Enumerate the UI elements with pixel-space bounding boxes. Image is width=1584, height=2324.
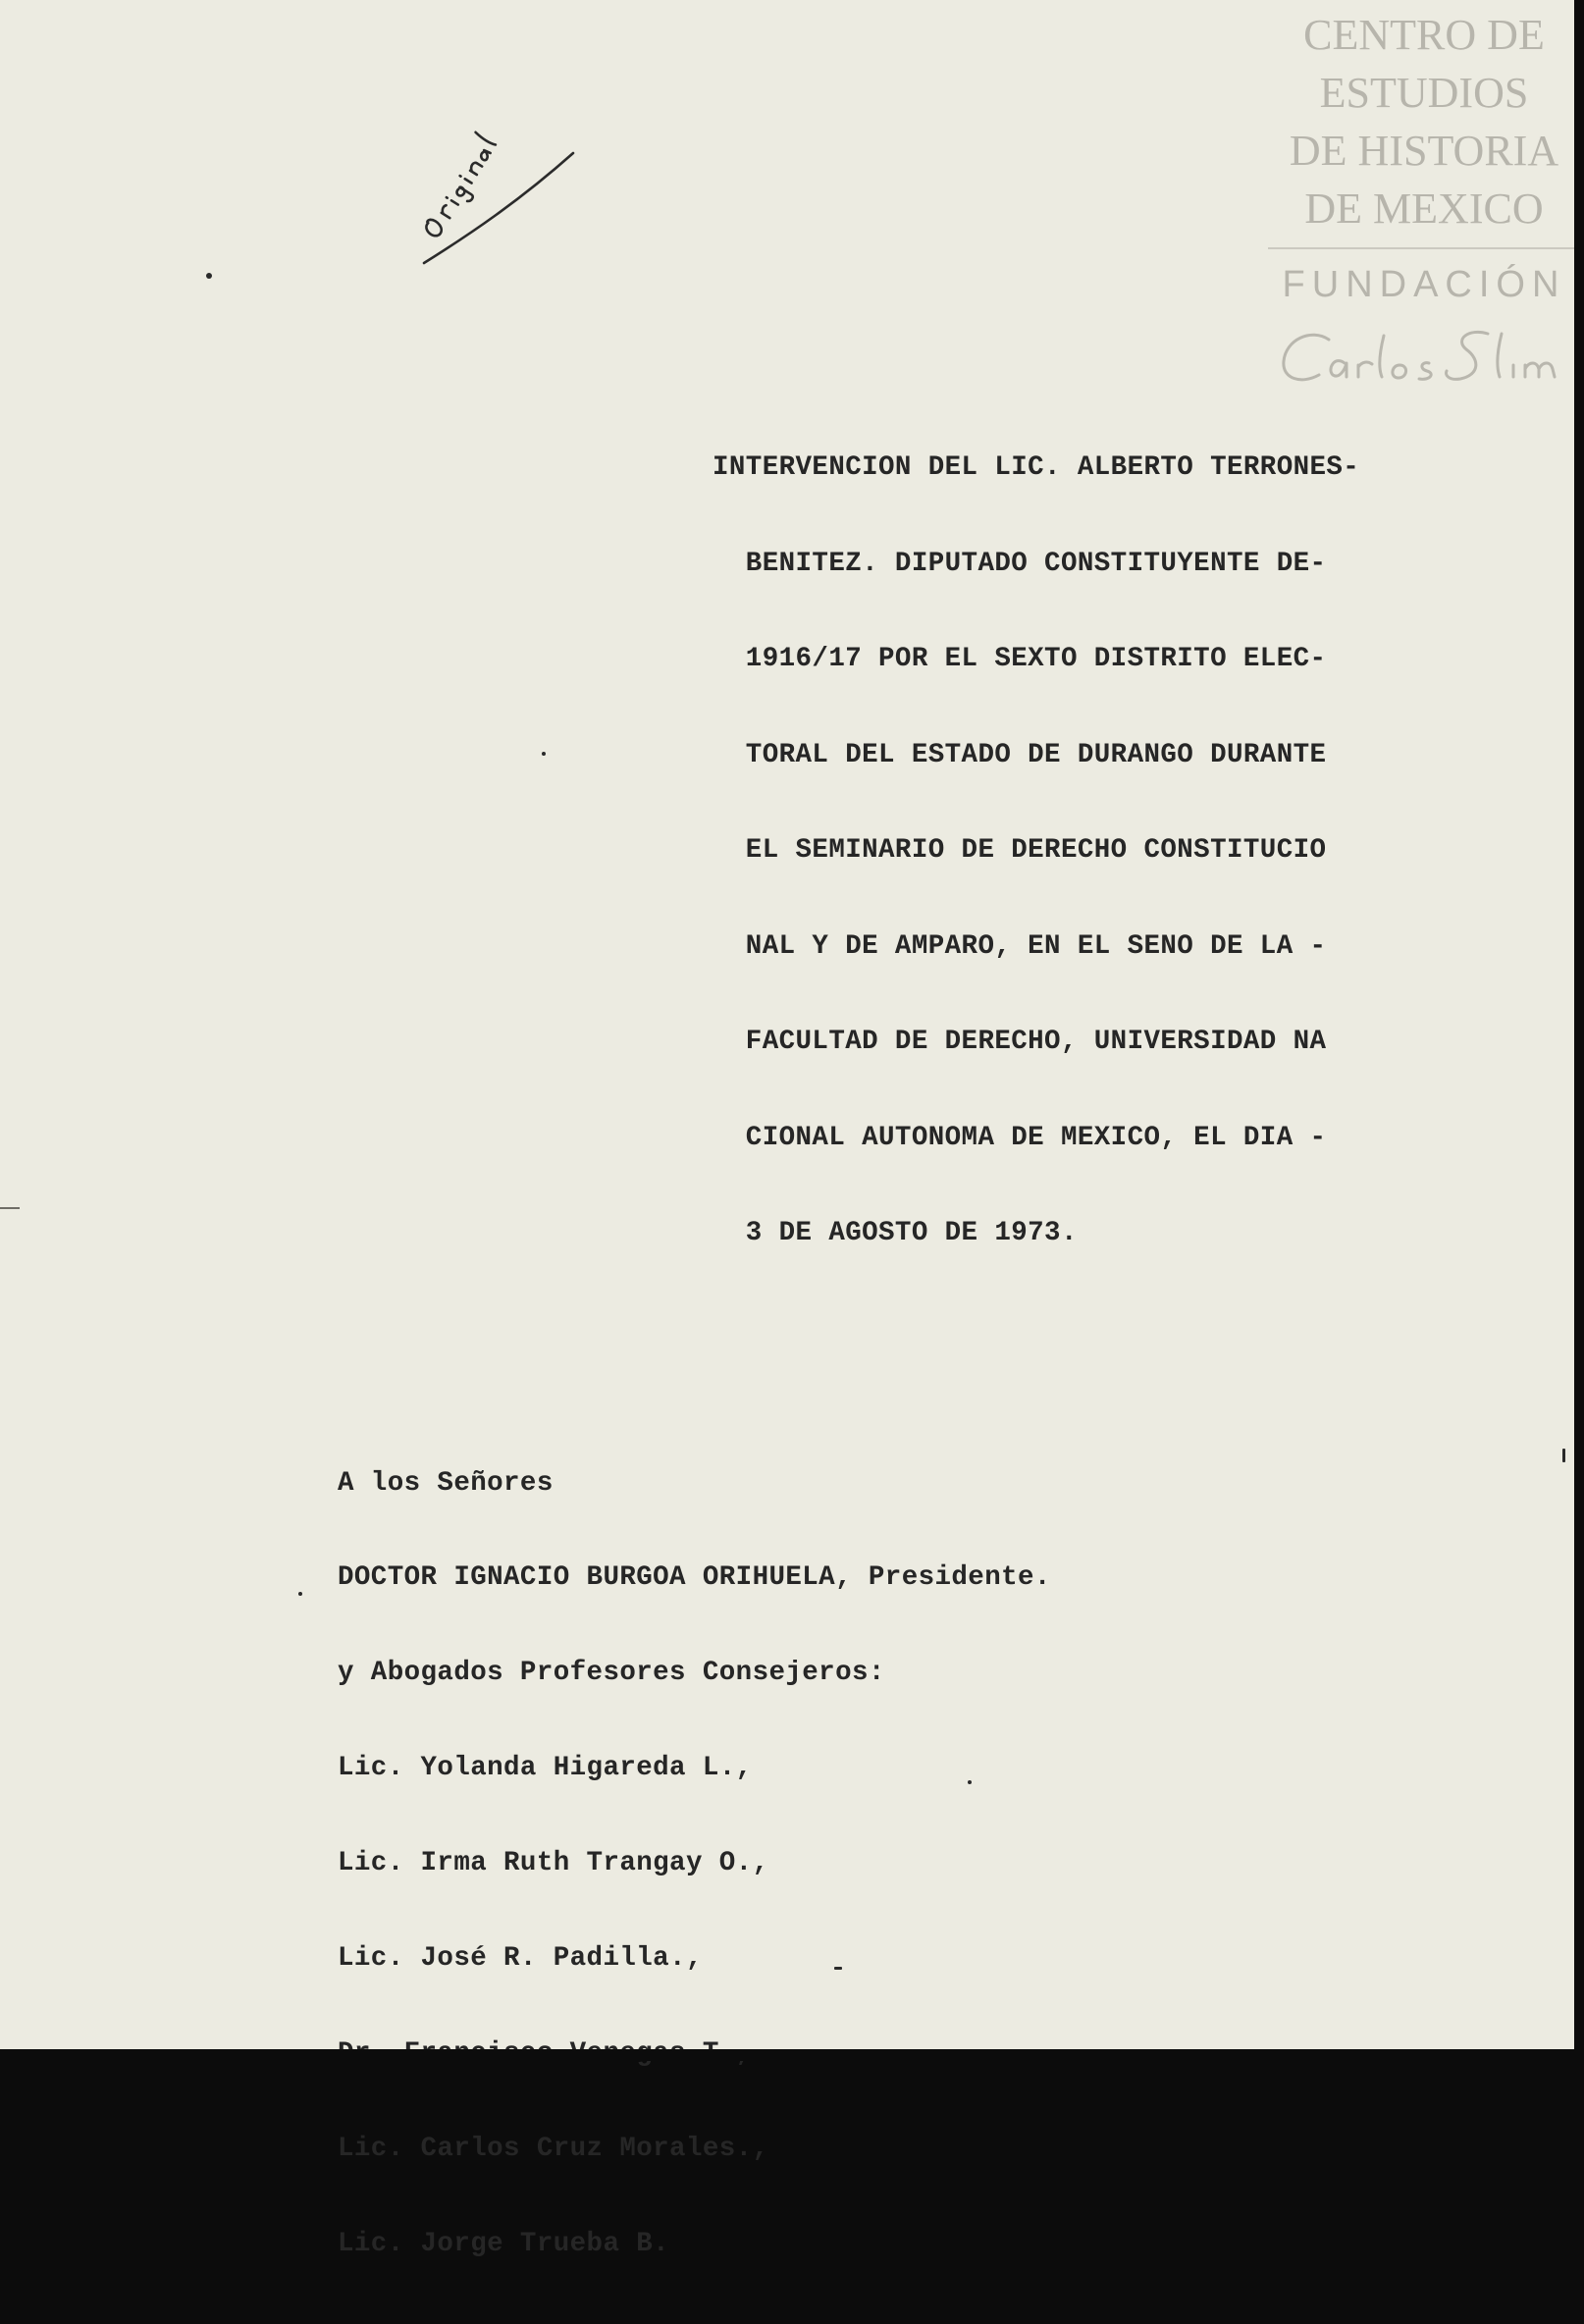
addressee-item: Lic. José R. Padilla., <box>338 1943 703 1975</box>
addressee-group: y Abogados Profesores Consejeros: <box>338 1658 885 1689</box>
salutation: A los Señores <box>338 1467 554 1499</box>
paper-speck <box>834 1967 842 1970</box>
heading-line-8: CIONAL AUTONOMA DE MEXICO, EL DIA - <box>713 1122 1327 1153</box>
scan-border-right <box>1574 0 1584 2061</box>
heading-line-4: TORAL DEL ESTADO DE DURANGO DURANTE <box>713 739 1327 770</box>
heading-line-6: NAL Y DE AMPARO, EN EL SENO DE LA - <box>713 930 1327 962</box>
paper-speck <box>298 1592 302 1596</box>
heading-line-9: 3 DE AGOSTO DE 1973. <box>713 1218 1078 1248</box>
heading-line-1: INTERVENCION DEL LIC. ALBERTO TERRONES- <box>713 452 1360 483</box>
document-heading <box>713 389 1359 1314</box>
heading-line-3: 1916/17 POR EL SEXTO DISTRITO ELEC- <box>713 644 1327 674</box>
watermark-signature-logo <box>1272 318 1576 396</box>
addressee-item: Lic. Carlos Cruz Morales., <box>338 2133 769 2164</box>
addressee-list <box>338 1404 1051 2324</box>
paper-speck <box>542 752 546 756</box>
watermark-line-1: CENTRO DE <box>1303 11 1545 59</box>
watermark-foundation: FUNDACIÓN <box>1282 264 1566 305</box>
handwritten-original-note <box>412 90 589 277</box>
paper-speck <box>1562 1449 1565 1462</box>
watermark-line-4: DE MEXICO <box>1304 185 1544 233</box>
addressee-item: Lic. Jorge Trueba B. <box>338 2228 670 2259</box>
heading-line-7: FACULTAD DE DERECHO, UNIVERSIDAD NA <box>713 1027 1327 1057</box>
margin-mark <box>0 1207 20 1209</box>
paper-speck <box>206 273 212 279</box>
addressee-president: DOCTOR IGNACIO BURGOA ORIHUELA, Presidente. <box>338 1562 1051 1594</box>
watermark-line-3: DE HISTORIA <box>1289 127 1559 175</box>
heading-line-2: BENITEZ. DIPUTADO CONSTITUYENTE DE- <box>713 548 1327 579</box>
scan-border-bottom <box>0 2049 1584 2061</box>
watermark-line-2: ESTUDIOS <box>1319 69 1529 117</box>
addressee-item: Lic. Yolanda Higareda L., <box>338 1753 753 1784</box>
heading-line-5: EL SEMINARIO DE DERECHO CONSTITUCIO <box>713 835 1327 866</box>
archive-watermark <box>1268 6 1580 306</box>
watermark-divider <box>1268 247 1580 249</box>
paper-speck <box>968 1780 972 1784</box>
addressee-item: Lic. Irma Ruth Trangay O., <box>338 1848 769 1879</box>
